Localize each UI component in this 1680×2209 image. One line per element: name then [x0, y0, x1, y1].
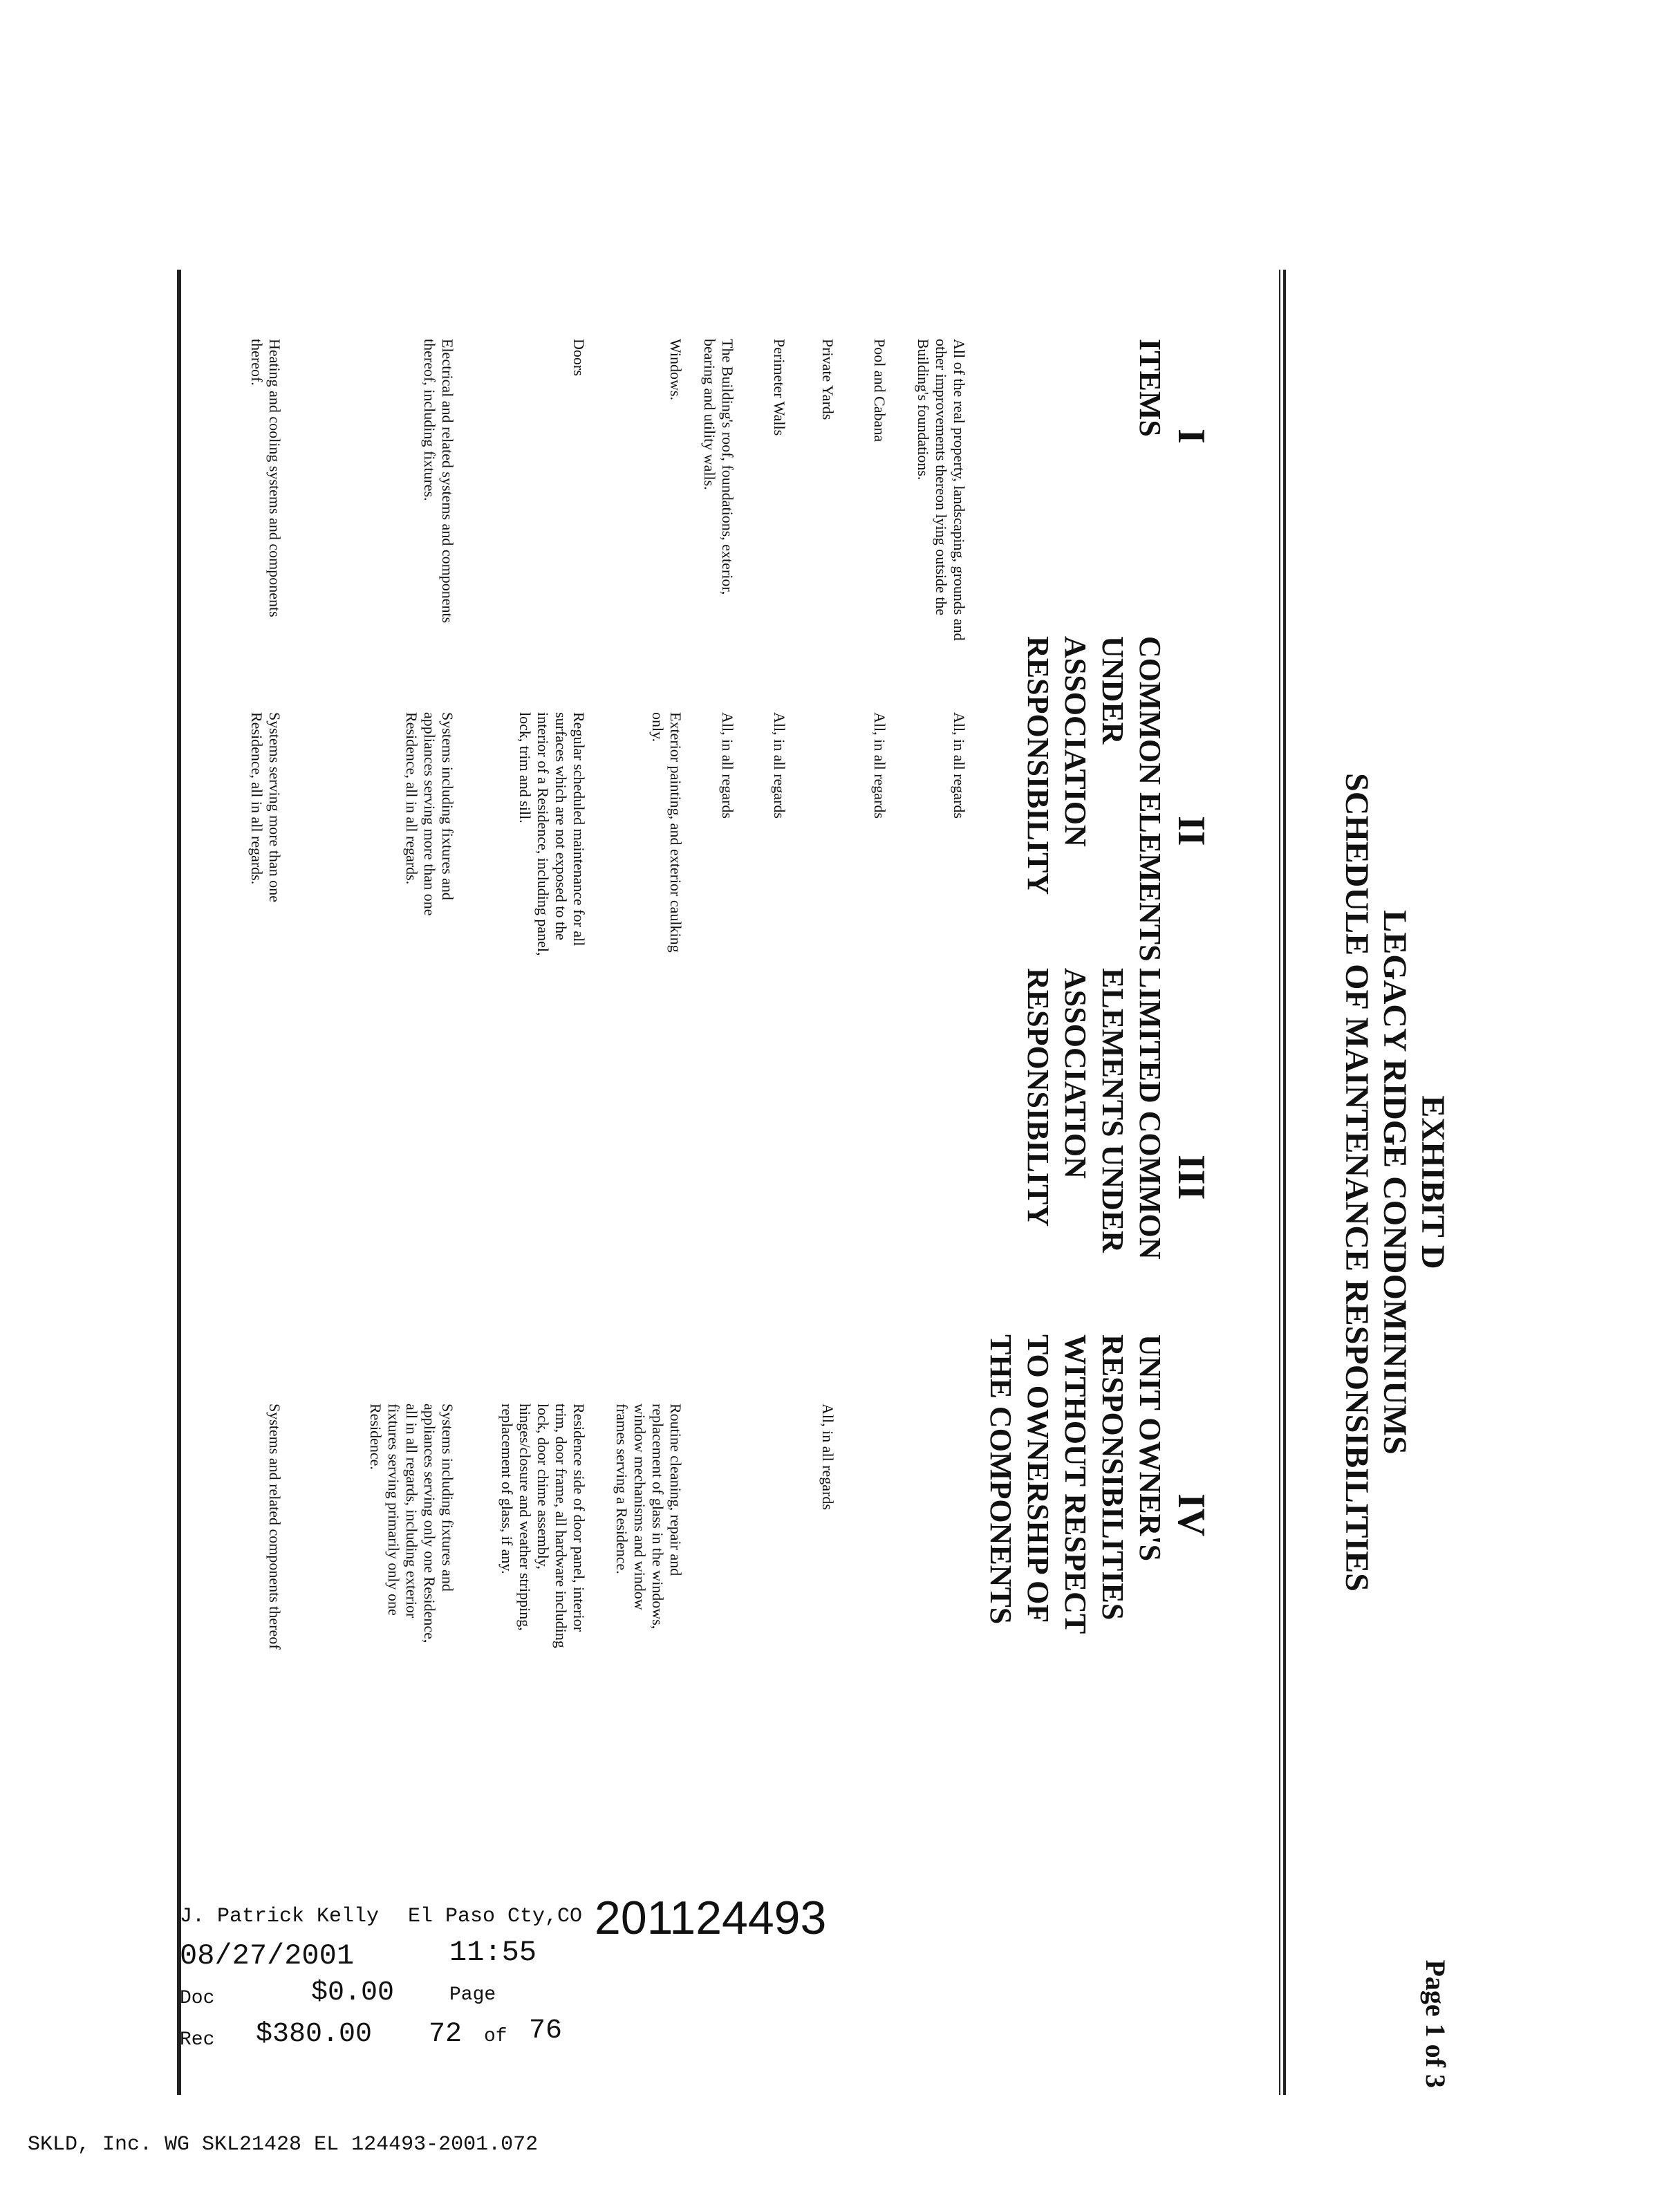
heading-line: COMMON ELEMENTS: [1133, 636, 1167, 962]
row-common: All, in all regards: [871, 712, 888, 819]
heading-line: ASSOCIATION: [1058, 636, 1092, 847]
heading-line: UNIT OWNER'S: [1133, 1334, 1167, 1562]
column-heading-limited: [1019, 968, 1168, 1260]
stamp-page-total: 76: [529, 2015, 563, 2047]
heading-line: WITHOUT RESPECT: [1058, 1334, 1092, 1634]
row-common: Systems including fixtures and appliances serving more than one Residence, all in all regards.: [403, 712, 456, 916]
recorder-county: El Paso Cty,CO: [408, 1905, 583, 1928]
reception-number: 201124493: [595, 1892, 827, 1944]
row-common: All, in all regards: [771, 712, 788, 819]
stamp-of-label: of: [484, 2026, 507, 2047]
column-heading-items: [1131, 339, 1168, 437]
heading-line: ELEMENTS UNDER: [1096, 968, 1130, 1253]
heading-line: LIMITED COMMON: [1133, 968, 1167, 1260]
row-item: Electrical and related systems and components thereof, including fixtures.: [421, 339, 456, 624]
column-heading-common: [1019, 636, 1168, 962]
row-common: All, in all regards: [719, 712, 736, 819]
row-common: Exterior painting, and exterior caulking only.: [649, 712, 684, 953]
row-owner: Residence side of door panel, interior trim, door frame, all hardware including lock, door chime assembly, hinges/closure and weather stripping, replacement of glass, if any.: [498, 1404, 588, 1648]
heading-line: THE COMPONENTS: [984, 1334, 1018, 1625]
recording-stamp: [152, 1884, 933, 2064]
column-number-1: I: [1170, 429, 1213, 444]
row-item: Private Yards: [819, 339, 837, 420]
doc-label: Doc: [180, 1988, 215, 2009]
heading-line: ITEMS: [1133, 339, 1167, 437]
recorder-name: J. Patrick Kelly: [180, 1905, 380, 1928]
row-item: Perimeter Walls: [771, 339, 788, 436]
doc-fee: $0.00: [311, 1977, 395, 2008]
heading-line: TO OWNERSHIP OF: [1021, 1334, 1055, 1623]
rec-fee: $380.00: [256, 2019, 373, 2050]
footer-reference: SKLD, Inc. WG SKL21428 EL 124493-2001.072: [28, 2133, 539, 2156]
row-item: The Building's roof, foundations, exterior, bearing and utility walls.: [701, 339, 736, 595]
document-title: LEGACY RIDGE CONDOMINIUMS: [1376, 910, 1413, 1455]
column-number-2: II: [1170, 816, 1213, 846]
top-rule: [1283, 270, 1286, 2095]
row-owner: Systems including fixtures and appliances serving only one Residence, all in all regards, including exterior fixtures serving primarily only one Residence.: [367, 1404, 456, 1643]
row-item: Pool and Cabana: [871, 339, 888, 442]
row-common: Systems serving more than one Residence, all in all regards.: [248, 712, 283, 902]
document-subtitle: SCHEDULE OF MAINTENANCE RESPONSIBILITIES: [1338, 773, 1375, 1592]
row-owner: All, in all regards: [819, 1404, 837, 1510]
column-number-3: III: [1170, 1155, 1213, 1200]
heading-line: RESPONSIBILITY: [1021, 636, 1055, 895]
row-common: All, in all regards: [951, 712, 968, 819]
column-heading-owner: [982, 1334, 1168, 1634]
page-label: Page: [449, 1984, 496, 2006]
row-item: Doors: [570, 339, 588, 376]
row-common: Regular scheduled maintenance for all surfaces which are not exposed to the interior of a Residence, including panel, lock, trim and sill.: [516, 712, 588, 956]
rec-label: Rec: [180, 2029, 215, 2051]
stamp-page-number: 72: [429, 2019, 463, 2050]
heading-line: RESPONSIBILITIES: [1096, 1334, 1130, 1621]
row-owner: Systems and related components thereof: [266, 1404, 283, 1650]
recording-date: 08/27/2001: [180, 1939, 355, 1973]
heading-line: RESPONSIBILITY: [1021, 968, 1055, 1227]
heading-line: ASSOCIATION: [1058, 968, 1092, 1179]
top-rule-thin: [1279, 270, 1280, 2095]
exhibit-label: EXHIBIT D: [1415, 1095, 1451, 1269]
row-owner: Routine cleaning, repair and replacement of glass in the windows, window mechanisms and window frames serving a Residence.: [613, 1404, 684, 1630]
row-item: All of the real property, landscaping, grounds and other improvements thereon lying outside the Building's foundations.: [915, 339, 968, 641]
rotated-page: [152, 270, 1452, 2095]
heading-line: UNDER: [1096, 636, 1130, 745]
page-number: Page 1 of 3: [1420, 1959, 1451, 2088]
recording-time: 11:55: [449, 1936, 537, 1969]
bottom-rule: [177, 270, 181, 2095]
row-item: Heating and cooling systems and components thereof.: [248, 339, 283, 617]
column-number-4: IV: [1170, 1493, 1213, 1537]
row-item: Windows.: [667, 339, 684, 400]
